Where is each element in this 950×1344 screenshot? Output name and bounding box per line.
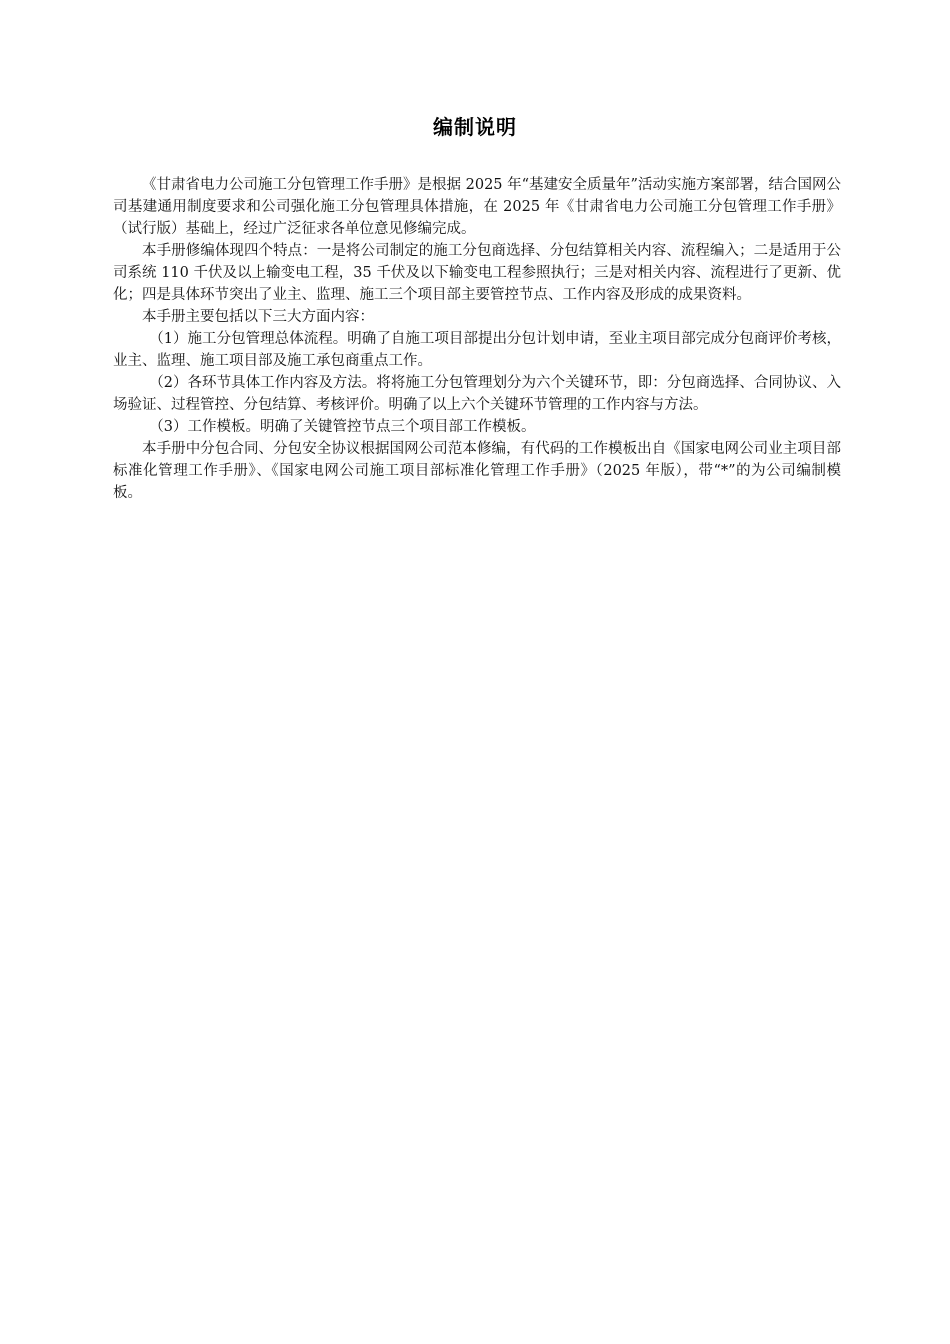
paragraph-item-3: （3）工作模板。明确了关键管控节点三个项目部工作模板。 (149, 419, 536, 435)
paragraph-intro: 《甘肃省电力公司施工分包管理工作手册》是根据 2025 年“基建安全质量年”活动实施方案部署，结合国网公司基建通用制度要求和公司强化施工分包管理具体措施，在 2025 年《甘肃省电力公司施工分包管理工作手册》（试行版）基础上，经过广泛征求各单位意见修编完成。 (113, 177, 841, 237)
paragraph-templates-note: 本手册中分包合同、分包安全协议根据国网公司范本修编，有代码的工作模板出自《国家电网公司业主项目部标准化管理工作手册》、《国家电网公司施工项目部标准化管理工作手册》（2025 年版），带“*”的为公司编制模板。 (113, 441, 841, 501)
paragraph-item-1: （1）施工分包管理总体流程。明确了自施工项目部提出分包计划申请，至业主项目部完成分包商评价考核，业主、监理、施工项目部及施工承包商重点工作。 (113, 331, 841, 369)
paragraph-contents-intro: 本手册主要包括以下三大方面内容： (142, 309, 374, 325)
paragraph-item-2: （2）各环节具体工作内容及方法。将将施工分包管理划分为六个关键环节，即：分包商选择、合同协议、入场验证、过程管控、分包结算、考核评价。明确了以上六个关键环节管理的工作内容与方法。 (113, 375, 841, 413)
page-title: 编制说明 (433, 115, 517, 139)
paragraph-features: 本手册修编体现四个特点：一是将公司制定的施工分包商选择、分包结算相关内容、流程编入；二是适用于公司系统 110 千伏及以上输变电工程，35 千伏及以下输变电工程参照执行；三是对相关内容、流程进行了更新、优化；四是具体环节突出了业主、监理、施工三个项目部主要管控节点、工作内容及形成的成果资料。 (113, 243, 841, 303)
document-body (113, 174, 841, 504)
